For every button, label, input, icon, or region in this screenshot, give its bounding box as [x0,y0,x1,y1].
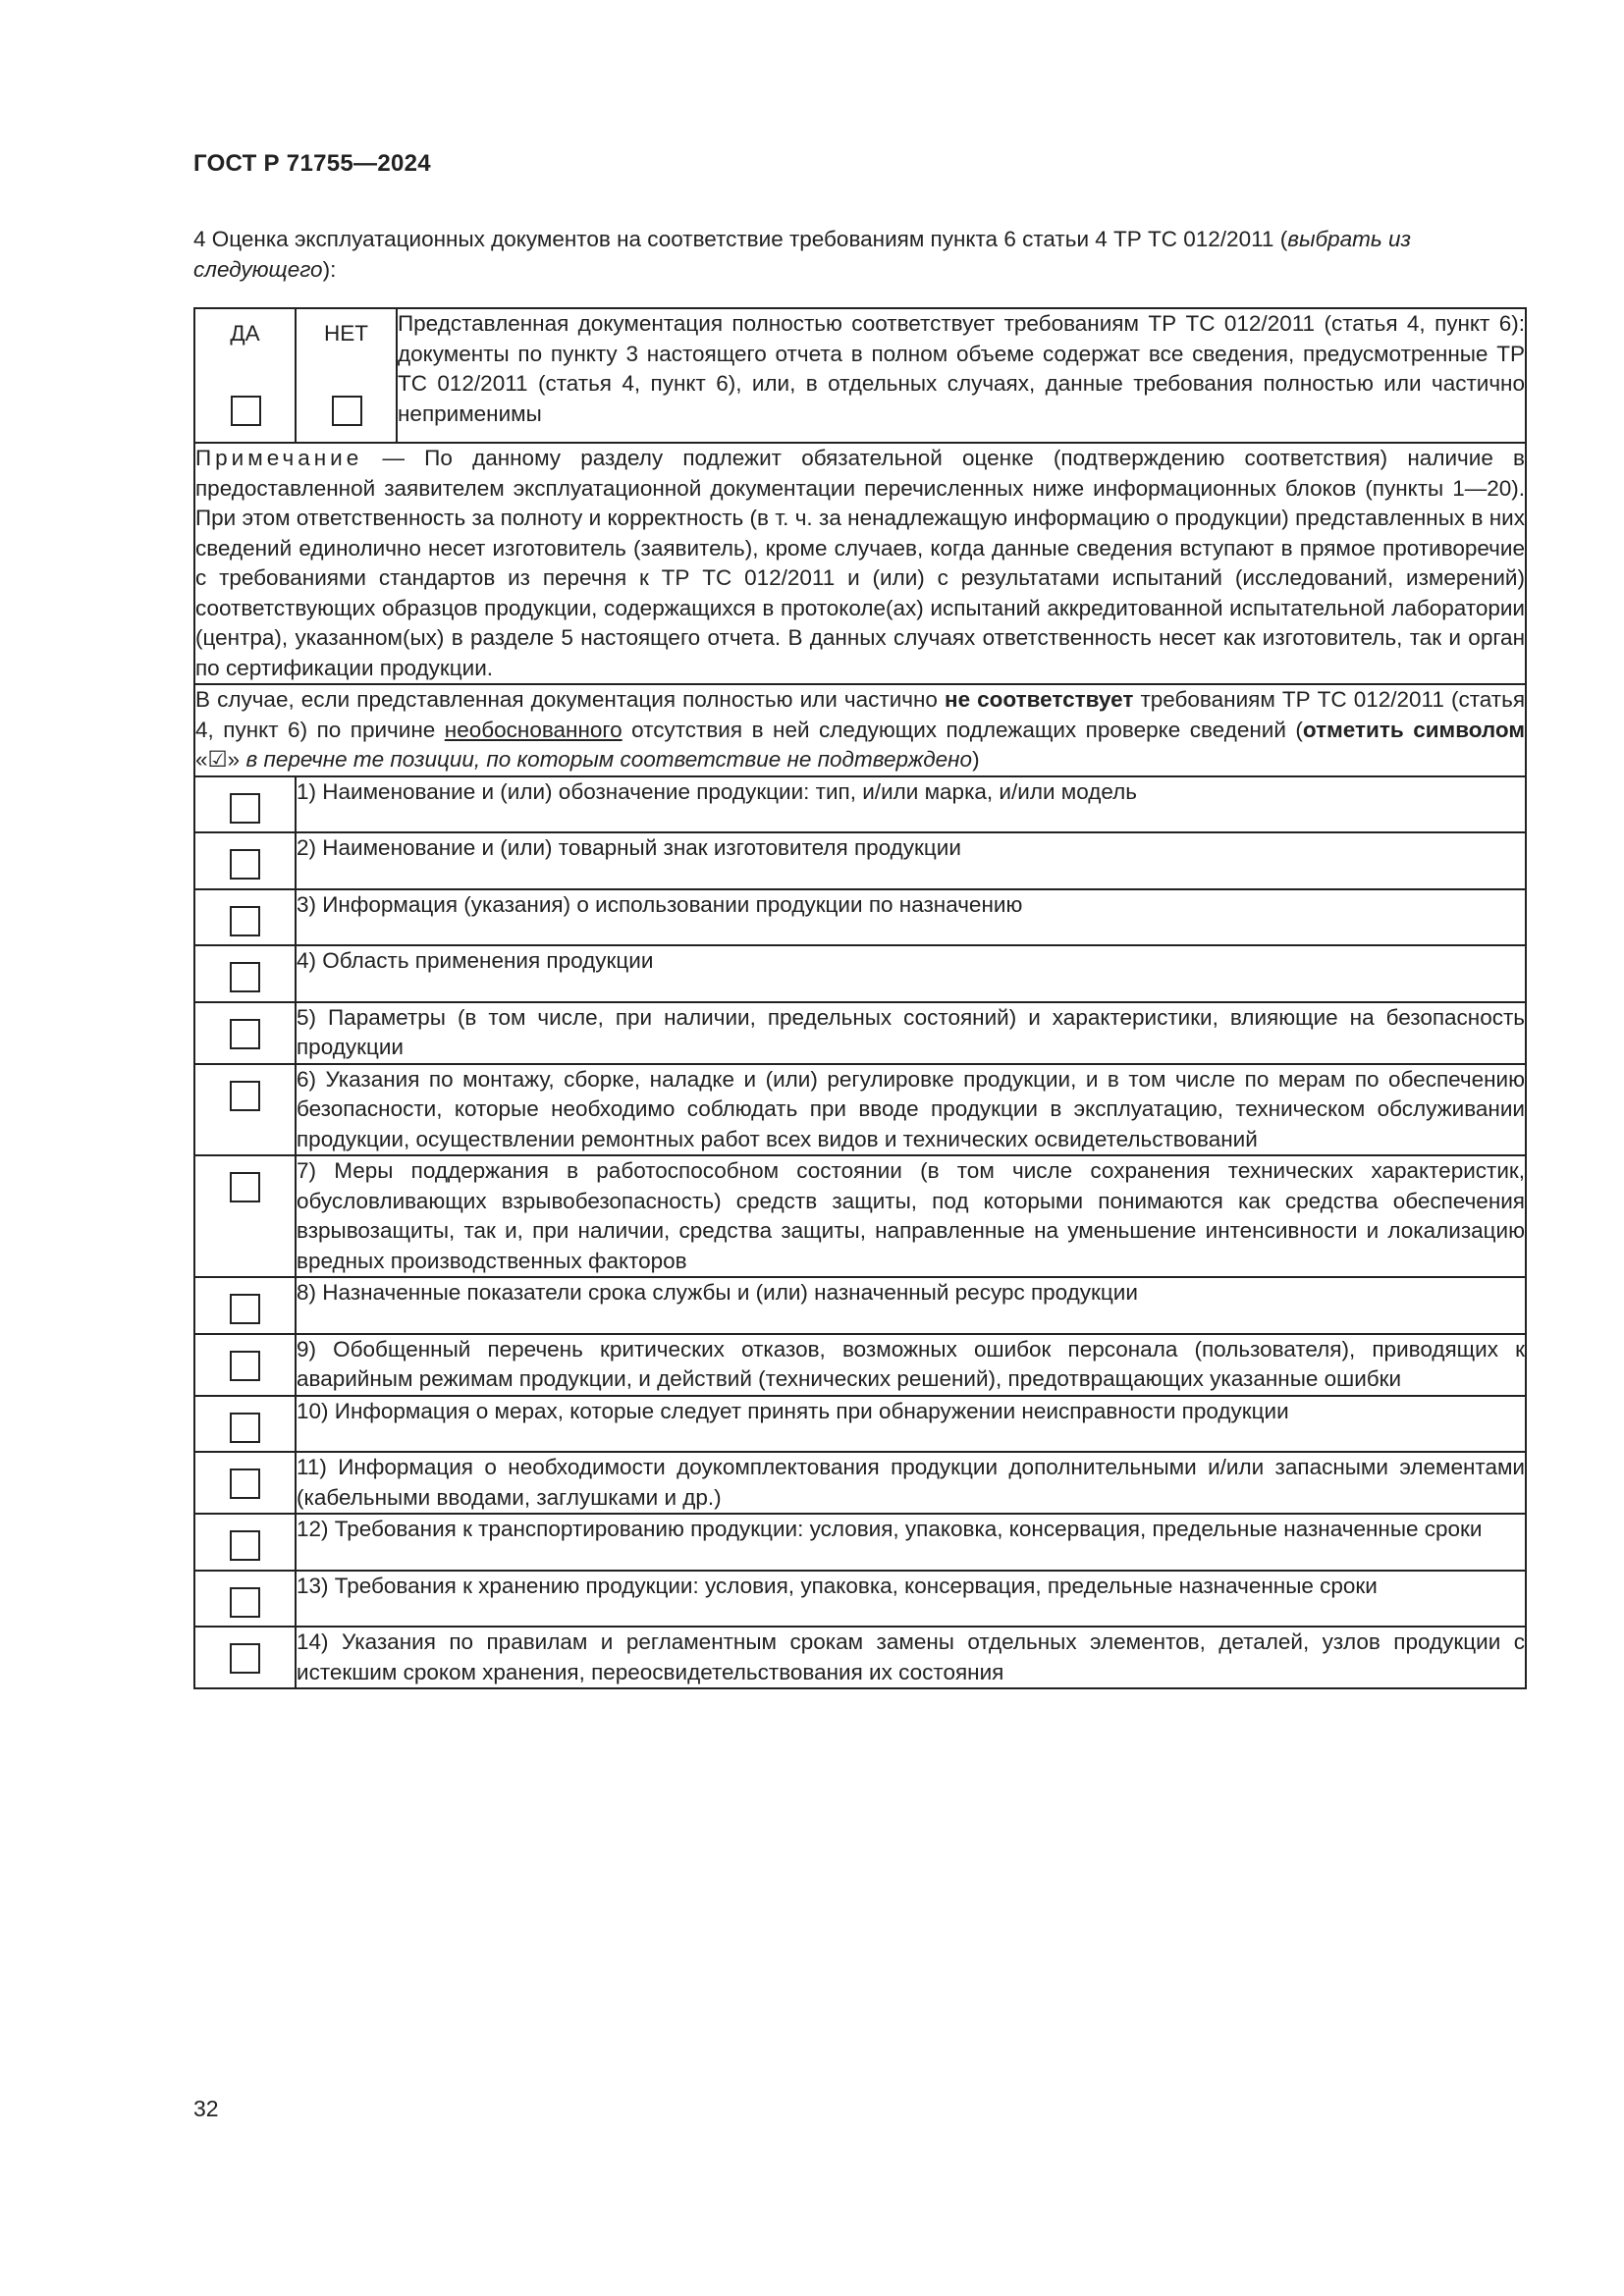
nc-text-2: требованиям ТР ТС 012/2011 (статья 4, пункт 6) по причине [195,687,1526,742]
item-text: 3) Информация (указания) о использовании продукции по назначению [296,889,1526,946]
list-item [194,832,1526,889]
item-text: 14) Указания по правилам и регламентным срокам замены отдельных элементов, деталей, узлов продукции с истекшим сроком хранения, переосвидетельствования их состояния [296,1627,1526,1688]
item-checkbox[interactable] [230,1468,260,1499]
item-checkbox-cell [194,1571,296,1628]
item-text: 2) Наименование и (или) товарный знак изготовителя продукции [296,832,1526,889]
list-item [194,1277,1526,1334]
intro-end: ): [322,257,337,282]
item-text: 5) Параметры (в том числе, при наличии, предельных состояний) и характеристики, влияющие на безопасность продукции [296,1002,1526,1064]
list-item [194,1627,1526,1688]
nc-text-3: отсутствия в ней следующих подлежащих проверке сведений ( [622,717,1303,742]
nc-underlined: необоснованного [444,717,623,742]
item-text: 12) Требования к транспортированию продукции: условия, упаковка, консервация, предельные назначенные сроки [296,1514,1526,1571]
conformity-statement: Представленная документация полностью соответствует требованиям ТР ТС 012/2011 (статья 4, пункт 6): документы по пункту 3 настоящего отчета в полном объеме содержат все сведения, предусмотренные ТР ТС 012/2011 (статья 4, пункт 6), или, в отдельных случаях, данные требования полностью или частично неприменимы [397,308,1526,443]
nc-italic: в перечне те позиции, по которым соответствие не подтверждено [245,747,973,772]
nc-text-5: ) [972,747,980,772]
item-checkbox-cell [194,1277,296,1334]
item-checkbox-cell [194,1514,296,1571]
item-text: 10) Информация о мерах, которые следует принять при обнаружении неисправности продукции [296,1396,1526,1453]
note-cell [194,443,1526,684]
item-text: 13) Требования к хранению продукции: условия, упаковка, консервация, предельные назначенные сроки [296,1571,1526,1628]
item-checkbox-cell [194,1155,296,1277]
page-number: 32 [193,2096,219,2121]
no-checkbox[interactable] [332,396,362,426]
item-checkbox-cell [194,889,296,946]
assessment-table [193,307,1527,1689]
list-item [194,1452,1526,1514]
note-row [194,443,1526,684]
nc-text-1: В случае, если представленная документация полностью или частично [195,687,945,712]
list-item [194,945,1526,1002]
nonconformity-cell [194,684,1526,776]
nc-bold-1: не соответствует [945,687,1134,712]
item-checkbox[interactable] [230,1081,260,1111]
nc-text-4: «☑» [195,747,246,772]
item-text: 8) Назначенные показатели срока службы и (или) назначенный ресурс продукции [296,1277,1526,1334]
item-checkbox[interactable] [230,1172,260,1202]
list-item [194,1064,1526,1156]
item-checkbox[interactable] [230,849,260,880]
item-checkbox[interactable] [230,1643,260,1674]
item-checkbox-cell [194,832,296,889]
note-label: Примечание [195,446,363,470]
list-item [194,1002,1526,1064]
item-checkbox[interactable] [230,1019,260,1049]
note-text: — По данному разделу подлежит обязательной оценке (подтверждению соответствия) наличие в предоставленной заявителем эксплуатационной документации перечисленных ниже информационных блоков (пункты 1—20). При этом ответственность за полноту и корректность (в т. ч. за ненадлежащую информацию о продукции) представленных в них сведений единолично несет изготовитель (заявитель), кроме случаев, когда данные сведения вступают в прямое противоречие с требованиями стандартов из перечня к ТР ТС 012/2011 и (или) с результатами испытаний (исследований, измерений) соответствующих образцов продукции, содержащихся в протоколе(ах) испытаний аккредитованной испытательной лаборатории (центра), указанном(ых) в разделе 5 настоящего отчета. В данных случаях ответственность несет как изготовитель, так и орган по сертификации продукции. [195,446,1525,680]
item-text: 6) Указания по монтажу, сборке, наладке и (или) регулировке продукции, и в том числе по мерам по обеспечению безопасности, которые необходимо соблюдать при вводе продукции в эксплуатацию, техническом обслуживании продукции, осуществлении ремонтных работ всех видов и технических освидетельствований [296,1064,1526,1156]
list-item [194,1334,1526,1396]
item-text: 1) Наименование и (или) обозначение продукции: тип, и/или марка, и/или модель [296,776,1526,833]
list-item [194,1396,1526,1453]
list-item [194,1155,1526,1277]
section-intro [193,224,1526,285]
yes-cell [194,308,296,443]
intro-text: 4 Оценка эксплуатационных документов на соответствие требованиям пункта 6 статьи 4 ТР ТС 012/2011 ( [193,227,1288,251]
item-checkbox[interactable] [230,1294,260,1324]
intro-italic: выбрать из следующего [193,227,1411,282]
nc-bold-2: отметить символом [1302,717,1525,742]
item-text: 7) Меры поддержания в работоспособном состоянии (в том числе сохранения технических характеристик, обусловливающих взрывобезопасность) средств защиты, под которыми понимаются как средства обеспечения взрывозащиты, так и, при наличии, средства защиты, направленные на уменьшение интенсивности и локализацию вредных производственных факторов [296,1155,1526,1277]
conformity-row [194,308,1526,443]
item-checkbox-cell [194,1002,296,1064]
list-item [194,776,1526,833]
document-header: ГОСТ Р 71755—2024 [193,150,431,177]
item-checkbox[interactable] [230,1413,260,1443]
item-checkbox-cell [194,1396,296,1453]
item-checkbox-cell [194,1334,296,1396]
nonconformity-row [194,684,1526,776]
item-checkbox[interactable] [230,1587,260,1618]
item-checkbox[interactable] [230,962,260,992]
item-checkbox-cell [194,776,296,833]
list-item [194,889,1526,946]
item-text: 11) Информация о необходимости доукомплектования продукции дополнительными и/или запасными элементами (кабельными вводами, заглушками и др.) [296,1452,1526,1514]
item-checkbox[interactable] [230,793,260,824]
item-checkbox[interactable] [230,906,260,936]
item-text: 4) Область применения продукции [296,945,1526,1002]
item-checkbox[interactable] [230,1530,260,1561]
item-checkbox-cell [194,945,296,1002]
yes-checkbox[interactable] [231,396,261,426]
no-label: НЕТ [324,321,368,346]
item-checkbox-cell [194,1627,296,1688]
no-cell [296,308,397,443]
list-item [194,1514,1526,1571]
item-checkbox-cell [194,1064,296,1156]
yes-label: ДА [230,321,260,346]
item-checkbox-cell [194,1452,296,1514]
list-item [194,1571,1526,1628]
item-checkbox[interactable] [230,1351,260,1381]
item-text: 9) Обобщенный перечень критических отказов, возможных ошибок персонала (пользователя), приводящих к аварийным режимам продукции, и действий (технических решений), предотвращающих указанные ошибки [296,1334,1526,1396]
